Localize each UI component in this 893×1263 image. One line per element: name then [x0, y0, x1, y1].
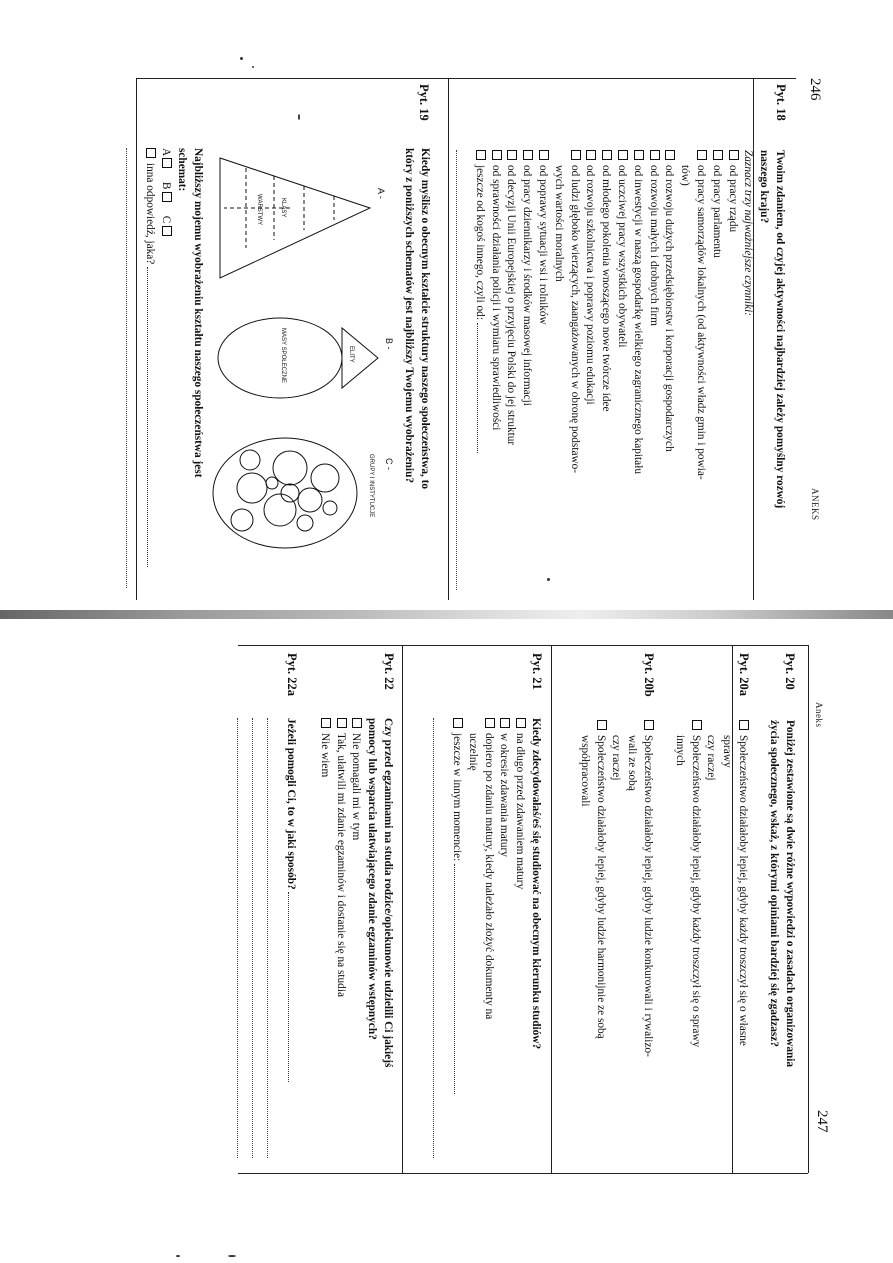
q18-option-farmers[interactable]: od poprawy sytuacji wsi i rolników — [534, 150, 550, 590]
q22a-answer-line-3[interactable] — [237, 718, 249, 1158]
q20a-option-own-affairs-cont: sprawy — [721, 735, 734, 768]
society-structure-diagram — [210, 148, 400, 588]
q18-option-police[interactable]: od sprawności działania policji i wymiaru sprawiedliwości — [487, 150, 503, 590]
top-rule — [136, 78, 796, 79]
q19-other[interactable]: inna odpowiedź, jaka? — [141, 148, 157, 588]
diagram-c-label: C - — [384, 458, 395, 470]
scan-speck — [547, 578, 550, 581]
diagram-b-elites: ELITY — [348, 346, 355, 363]
checkbox[interactable] — [618, 150, 628, 160]
scan-speck — [252, 66, 254, 68]
choice-b-checkbox[interactable] — [162, 192, 172, 202]
q22-title-line-1: Czy przed egzaminami na studia rodzice/opiekunowie udzielili Ci jakiejś — [382, 718, 394, 1068]
q22-option-helped[interactable]: Tak, ułatwili mi zdanie egzaminów i dostanie się na studia — [332, 718, 348, 1158]
checkbox[interactable] — [697, 150, 707, 160]
q18-title-line-2: naszego kraju? — [758, 150, 771, 224]
checkbox[interactable] — [729, 150, 739, 160]
scan-speck — [298, 114, 300, 120]
q18-option-parliament[interactable]: od pracy parlamentu — [708, 150, 724, 590]
checkbox[interactable] — [634, 150, 644, 160]
checkbox[interactable] — [492, 150, 502, 160]
checkbox[interactable] — [713, 150, 723, 160]
q18-option-believers[interactable]: od ludzi głęboko wierzących, zaangażowanych w obronę podstawo- — [566, 150, 582, 590]
q21-option-after[interactable]: dopiero po zdaniu matury, kiedy należało złożyć dokumenty na — [480, 718, 496, 1158]
q18-answer-line[interactable] — [456, 150, 468, 590]
checkbox[interactable] — [692, 720, 702, 730]
q19-closing-line-2: schemat: — [175, 148, 188, 192]
q21-option-long-before[interactable]: na długo przed zdawaniem matury — [511, 718, 527, 1158]
q18-option-other[interactable]: jeszcze od kogoś innego, czyli od: — [471, 150, 487, 590]
question-22 — [316, 718, 395, 1158]
q18-option-eu[interactable]: od decyzji Unii Europejskiej o przyjęciu Polski do jej struktur — [503, 150, 519, 590]
q22a-answer-line-2[interactable] — [252, 718, 264, 1158]
question-label-18: Pyt. 18 — [774, 84, 788, 121]
q20a-option-others-affairs-cont: innych — [673, 735, 686, 766]
divider-22 — [402, 645, 403, 1173]
checkbox[interactable] — [665, 150, 675, 160]
checkbox[interactable] — [644, 720, 654, 730]
diagram-b — [218, 318, 394, 398]
q21-option-other[interactable]: jeszcze w innym momencie: — [448, 718, 464, 1158]
checkbox[interactable] — [586, 150, 596, 160]
q19-answer-line[interactable] — [126, 148, 138, 588]
diagram-a — [220, 158, 386, 278]
checkbox[interactable] — [453, 718, 463, 728]
question-label-20: Pyt. 20 — [783, 653, 797, 690]
question-20b — [576, 720, 655, 1160]
choice-a-checkbox[interactable] — [162, 158, 172, 168]
diagram-a-label: A - — [376, 188, 387, 200]
q20a-or: czy raczej — [705, 735, 718, 781]
checkbox[interactable] — [321, 718, 331, 728]
q20-text-line-2: życia społecznego, wskaż, z którymi opiniami bardziej się zgadzasz? — [768, 720, 781, 1047]
q18-option-young-generation[interactable]: od młodego pokolenia wnoszącego nowe twórcze idee — [597, 150, 613, 590]
q22a-answer-inline[interactable] — [288, 892, 298, 1082]
q20b-option-cooperate[interactable]: Społeczeństwo działałoby lepiej, gdyby ludzie harmonijnie ze sobą — [592, 720, 608, 1160]
checkbox[interactable] — [597, 720, 607, 730]
question-19 — [126, 148, 432, 588]
q19-title-line-1: Kiedy myślisz o obecnym kształcie struktury naszego społeczeństwa, to — [419, 148, 431, 490]
q18-instruction: Zaznacz trzy najważniejsze czynniki: — [742, 150, 755, 316]
q21-title: Kiedy zdecydowałaś/eś się studiować na obecnym kierunku studiów? — [530, 718, 542, 1050]
q18-option-small-firms[interactable]: od rozwoju małych i drobnych firm — [645, 150, 661, 590]
q21-other-answer-line[interactable] — [454, 864, 464, 1094]
q20a-option-own-affairs[interactable]: Społeczeństwo działałoby lepiej, gdyby każdy troszczył się o własne — [734, 720, 750, 1160]
question-label-20b: Pyt. 20b — [642, 653, 656, 697]
diagram-b-label: B - — [384, 338, 395, 350]
q20b-or: czy raczej — [610, 735, 623, 781]
page-number: 246 — [807, 78, 823, 101]
checkbox[interactable] — [337, 718, 347, 728]
checkbox[interactable] — [485, 718, 495, 728]
top-rule — [238, 645, 808, 646]
q22-option-dont-know[interactable]: Nie wiem — [316, 718, 332, 1158]
scan-speck — [228, 1255, 236, 1257]
q20b-option-compete-cont: wali ze sobą — [626, 735, 639, 791]
q21-option-during[interactable]: w okresie zdawania matury — [496, 718, 512, 1158]
diagram-b-masses: MASY SPOŁECZNE — [280, 328, 287, 383]
q18-option-believers-cont: wych wartości moralnych — [552, 165, 565, 282]
question-label-22a: Pyt. 22a — [285, 653, 299, 697]
question-divider — [448, 78, 449, 600]
q18-option-citizens[interactable]: od uczciwej pracy wszystkich obywateli — [613, 150, 629, 590]
question-label-21: Pyt. 21 — [530, 653, 544, 690]
checkbox[interactable] — [516, 718, 526, 728]
q19-other-answer-line[interactable] — [147, 267, 157, 567]
q20b-option-compete[interactable]: Społeczeństwo działałoby lepiej, gdyby ludzie konkurowali i rywalizo- — [639, 720, 655, 1160]
q18-other-answer-line[interactable] — [477, 323, 487, 453]
question-label-22: Pyt. 22 — [382, 653, 396, 690]
checkbox[interactable] — [539, 150, 549, 160]
q21-option-after-cont: uczelnię — [466, 733, 479, 771]
choice-c-checkbox[interactable] — [162, 226, 172, 236]
checkbox[interactable] — [650, 150, 660, 160]
question-21 — [433, 718, 543, 1158]
q22a-title: Jeżeli pomogli Ci, to w jaki sposób? — [282, 718, 298, 1158]
q18-option-local-government[interactable]: od pracy samorządów lokalnych (od aktywności władz gmin i powia- — [692, 150, 708, 590]
checkbox[interactable] — [500, 718, 510, 728]
checkbox[interactable] — [146, 148, 156, 158]
q20b-option-cooperate-cont: współpracowali — [578, 735, 591, 807]
question-label-20a: Pyt. 20a — [737, 653, 751, 697]
divider-21 — [551, 645, 552, 1173]
page-247 — [0, 618, 893, 1263]
question-22a — [237, 718, 298, 1158]
q18-option-media[interactable]: od pracy dziennikarzy i środków masowej informacji — [518, 150, 534, 590]
page-number: 247 — [814, 1110, 830, 1133]
q22-option-no-help[interactable]: Nie pomagali mi w tym — [348, 718, 364, 1158]
bottom-rule — [238, 1173, 808, 1174]
q22-title-line-2: pomocy lub wsparcia ułatwiającego zdanie egzaminów wstępnych? — [366, 718, 379, 1040]
question-20a — [671, 720, 750, 1160]
right-rule — [808, 645, 809, 1173]
running-head: ANEKS — [810, 488, 820, 521]
diagram-a-classes: KLASY — [280, 198, 287, 218]
scan-speck — [240, 57, 243, 60]
q18-title-line-1: Twoim zdaniem, od czyjej aktywności najbardziej zależy pomyślny rozwój — [774, 150, 786, 509]
checkbox[interactable] — [476, 150, 486, 160]
q18-option-government[interactable]: od pracy rządu — [724, 150, 740, 590]
q18-option-local-government-cont: tów) — [679, 165, 692, 186]
diagram-a-strata: WARSTWY — [256, 194, 263, 226]
q18-option-corporations[interactable]: od rozwoju dużych przedsiębiorstw i korporacji gospodarczych — [661, 150, 677, 590]
checkbox[interactable] — [507, 150, 517, 160]
q18-option-foreign-capital[interactable]: od inwestycji w naszą gospodarkę wielkiego zagranicznego kapitału — [629, 150, 645, 590]
q22a-answer-line-1[interactable] — [267, 718, 279, 1158]
checkbox[interactable] — [352, 718, 362, 728]
question-18 — [456, 150, 787, 590]
diagram-c-groups: GRUPY I INSTYTUCJE — [368, 454, 375, 518]
q19-choices: A B C — [157, 148, 173, 588]
page-246 — [0, 0, 893, 608]
scan-speck — [176, 1255, 180, 1257]
q20-text-line-1: Poniżej zestawione są dwie różne wypowiedzi o zasadach organizowania — [784, 720, 796, 1068]
question-label-19: Pyt. 19 — [417, 84, 431, 121]
checkbox[interactable] — [571, 150, 581, 160]
checkbox[interactable] — [602, 150, 612, 160]
q18-option-education[interactable]: od rozwoju szkolnictwa i poprawy poziomu edukacji — [582, 150, 598, 590]
q19-closing-line-1: Najbliższy mojemu wyobrażeniu kształtu naszego społeczeństwa jest — [191, 148, 204, 478]
q21-answer-line[interactable] — [433, 718, 445, 1158]
q20a-option-others-affairs[interactable]: Społeczeństwo działałoby lepiej, gdyby każdy troszczył się o sprawy — [687, 720, 703, 1160]
running-head: Aneks — [814, 702, 824, 728]
question-20 — [765, 720, 797, 1160]
q19-title-line-2: który z poniższych schematów jest najbliższy Twojemu wyobrażeniu? — [403, 148, 416, 484]
checkbox[interactable] — [739, 720, 749, 730]
checkbox[interactable] — [523, 150, 533, 160]
diagram-c — [213, 438, 394, 548]
